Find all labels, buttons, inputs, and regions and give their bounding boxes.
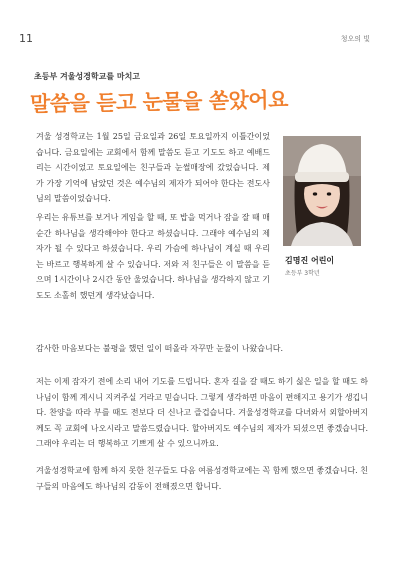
- page-number: 11: [19, 32, 33, 45]
- paragraph-4: 저는 이제 잠자기 전에 소리 내어 기도를 드립니다. 혼자 길을 갈 때도 하기 싫은 일을 할 때도 하나님이 함께 계시니 지켜주실 거라고 믿습니다. 그렇게 생각하면 마음이 편해지고 용기가 생깁니다. 찬양을 따라 부를 때도 전보다 더 신나고 즐겁습니다. 겨울성경학교를 다녀와서 외할아버지께도 꼭 교회에 나오시라고 말씀드렸습니다. 할아버지도 예수님의 제자가 되셨으면 좋겠습니다. 그래야 우리는 더 행복하고 기쁘게 살 수 있으니까요.: [36, 377, 368, 449]
- paragraph-1: 겨울 성경학교는 1월 25일 금요일과 26일 토요일까지 이틀간이었습니다. 금요일에는 교회에서 함께 말씀도 듣고 기도도 하고 예배드리는 시간이었고 토요일에는 친구들과 눈썰매장에 갔었습니다. 제가 가장 기억에 남았던 것은 예수님의 제자가 되어야 한다는 전도사님의 말씀이었습니다.: [36, 132, 270, 204]
- paragraph-5: 겨울성경학교에 함께 하지 못한 친구들도 다음 여름성경학교에는 꼭 함께 했으면 좋겠습니다. 친구들의 마음에도 하나님의 감동이 전해졌으면 합니다.: [36, 466, 368, 491]
- author-photo: [283, 136, 361, 246]
- author-grade: 초등부 3학년: [285, 270, 320, 277]
- article-subtitle: 초등부 겨울성경학교를 마치고: [34, 72, 141, 81]
- article-title: 말씀을 듣고 눈물을 쏟았어요: [29, 87, 289, 117]
- author-name: 김명진 어린이: [285, 256, 335, 265]
- paragraph-3: 감사한 마음보다는 불평을 했던 일이 떠올라 자꾸만 눈물이 나왔습니다.: [36, 344, 283, 353]
- paragraph-2: 우리는 유튜브를 보거나 게임을 할 때, 또 밥을 먹거나 잠을 잘 때 매 순간 하나님을 생각해야야 한다고 하셨습니다. 그래야 예수님의 제자가 될 수 있다고 하셨습니다. 우리 가슴에 하나님이 계실 때 우리는 바르고 행복하게 살 수 있습니다. 저와 저 친구들은 이 말씀을 듣으며 1시간이나 2시간 동안 울었습니다. 하나님을 생각하지 않고 기도도 소홀히 했던게 생각났습니다.: [36, 213, 270, 300]
- running-header-title: 청오의 빛: [340, 35, 370, 43]
